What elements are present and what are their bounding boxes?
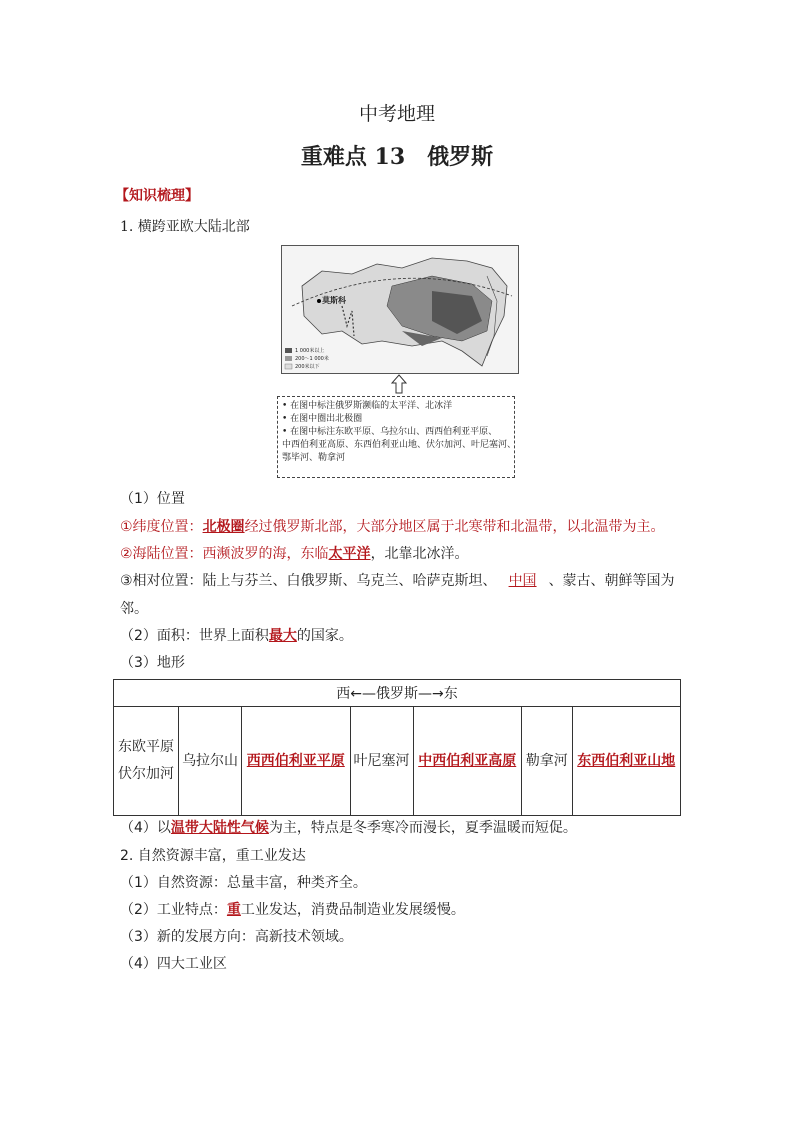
- map-task-note: [277, 396, 515, 478]
- location-title: （1）位置: [120, 491, 185, 507]
- terrain-title: （3）地形: [120, 655, 185, 671]
- terrain-cell-answer: 中西伯利亚高原: [413, 707, 521, 816]
- note-line: • 在图中标注东欧平原、乌拉尔山、西西伯利亚平原、: [282, 427, 498, 437]
- relative-position-cont: 邻。: [120, 601, 148, 617]
- answer-industry: 重: [226, 902, 241, 918]
- answer-sea: 太平洋: [328, 546, 371, 562]
- answer-neighbor: 中国: [508, 573, 537, 589]
- industry-line: （2）工业特点：重工业发达，消费品制造业发展缓慢。: [120, 902, 465, 918]
- development-line: （3）新的发展方向：高新技术领域。: [120, 929, 353, 945]
- climate-line: （4）以温带大陆性气候为主，特点是冬季寒冷而漫长，夏季温暖而短促。: [120, 820, 577, 836]
- section-heading: 【知识梳理】: [115, 188, 199, 204]
- subject-title: 中考地理: [358, 103, 435, 125]
- terrain-cell: 勒拿河: [521, 707, 572, 816]
- answer-area: 最大: [268, 628, 297, 644]
- legend-item-mid: 200～1 000米: [295, 356, 329, 362]
- item-2-label: 2. 自然资源丰富，重工业发达: [120, 848, 306, 864]
- legend-item-high: 1 000米以上: [295, 348, 325, 354]
- terrain-cell: 叶尼塞河: [350, 707, 413, 816]
- note-line: 鄂毕河、勒拿河: [282, 453, 346, 463]
- resources-line: （1）自然资源：总量丰富，种类齐全。: [120, 875, 367, 891]
- latitude-position: ①纬度位置：北极圈经过俄罗斯北部，大部分地区属于北寒带和北温带，以北温带为主。: [120, 519, 665, 535]
- terrain-cell-answer: 东西伯利亚山地: [572, 707, 680, 816]
- note-line: • 在图中圈出北极圈: [282, 414, 363, 424]
- answer-latitude: 北极圈: [202, 519, 245, 535]
- area-line: （2）面积：世界上面积最大的国家。: [120, 628, 353, 644]
- terrain-cell: 东欧平原伏尔加河: [114, 707, 179, 816]
- sea-land-position: ②海陆位置：西濒波罗的海，东临太平洋，北靠北冰洋。: [120, 546, 469, 562]
- legend-item-low: 200米以下: [295, 364, 320, 370]
- map-city-label: 莫斯科: [322, 296, 346, 305]
- russia-map: [281, 245, 519, 374]
- note-line: • 在图中标注俄罗斯濒临的太平洋、北冰洋: [282, 401, 453, 411]
- item-1-label: 1. 横跨亚欧大陆北部: [120, 219, 250, 235]
- terrain-header: 西←—俄罗斯—→东: [114, 680, 681, 707]
- note-line: 中西伯利亚高原、东西伯利亚山地、伏尔加河、叶尼塞河、: [282, 440, 517, 450]
- terrain-cell-answer: 西西伯利亚平原: [242, 707, 350, 816]
- relative-position: ③相对位置：陆上与芬兰、白俄罗斯、乌克兰、哈萨克斯坦、 中国 、蒙古、朝鲜等国为: [120, 570, 675, 590]
- terrain-table: [113, 679, 681, 816]
- page-title: 重难点 13 俄罗斯: [300, 144, 494, 170]
- terrain-cell: 乌拉尔山: [179, 707, 242, 816]
- arrow-up-icon: [391, 374, 407, 394]
- answer-climate: 温带大陆性气候: [170, 820, 269, 836]
- industrial-zones-line: （4）四大工业区: [120, 956, 227, 972]
